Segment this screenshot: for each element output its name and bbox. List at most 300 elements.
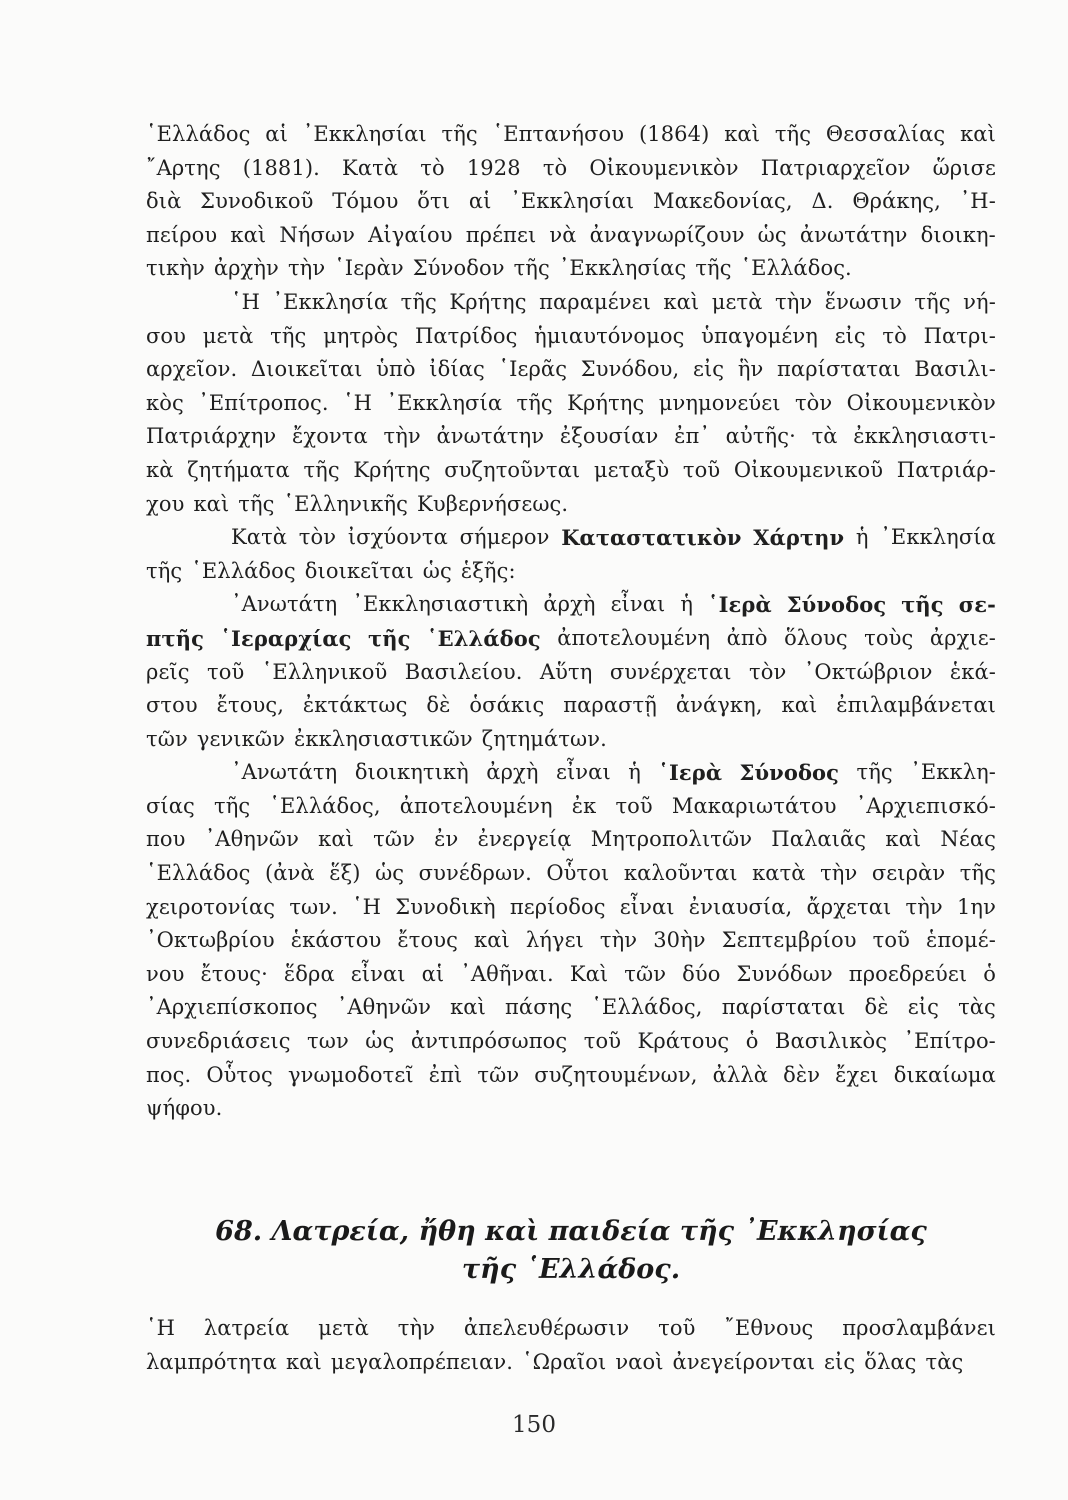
- word: Συνόδων: [736, 961, 833, 986]
- word: νὰ: [549, 222, 577, 247]
- word: Οὗτοι: [546, 861, 610, 886]
- word: τῆς: [441, 122, 478, 146]
- word: ῾Ελλάδος,: [269, 793, 381, 818]
- word: ῾Ωραῖοι: [522, 1349, 607, 1374]
- word: τῆς: [516, 390, 553, 415]
- word: Καὶ: [569, 961, 609, 986]
- main-text-block: [146, 118, 996, 1126]
- word: τὴν: [397, 1316, 435, 1340]
- word: ἀπὸ: [726, 625, 768, 650]
- word: τῆς: [856, 760, 893, 785]
- word: ἀνάγκη,: [675, 693, 763, 718]
- word: τῆς: [270, 323, 307, 348]
- word: διὰ: [146, 189, 182, 214]
- word: ἡμιαυτόνομος: [534, 323, 685, 348]
- word: Κατὰ: [342, 155, 399, 180]
- text-line: [146, 118, 996, 152]
- word: ἀρχὴ: [543, 592, 596, 617]
- word: καλοῦνται: [623, 861, 738, 886]
- word: Παλαιᾶς: [771, 827, 867, 852]
- word: τὴν: [775, 289, 813, 314]
- word: ᾿Αθῆναι.: [460, 961, 554, 986]
- text-line: [146, 252, 996, 286]
- word: καὶ: [885, 827, 922, 852]
- word: ἡ: [680, 592, 694, 617]
- text-line: [146, 689, 996, 723]
- word: σίας: [146, 793, 195, 818]
- word: ῾Η: [231, 289, 261, 314]
- word: Πατρίδος: [414, 323, 518, 348]
- word: παρίσταται: [777, 357, 901, 382]
- word: ἔτους: [397, 928, 458, 953]
- word: τῆς: [914, 289, 951, 314]
- word: ᾿Εκκλησία: [386, 390, 503, 415]
- word: καὶ: [193, 491, 230, 516]
- text-line: [146, 891, 996, 925]
- word: τὰς: [958, 995, 996, 1020]
- word: ῾Ελλάδος.: [740, 256, 852, 281]
- word: καὶ: [285, 1349, 322, 1374]
- bold-word: ῾Ιεραρχίας: [220, 625, 352, 651]
- word: των: [307, 1029, 349, 1054]
- word: ῾Επτανήσου: [492, 122, 625, 146]
- word: Αἰγαίου: [368, 222, 453, 247]
- word: ἐκ: [571, 793, 597, 818]
- word: Νέας: [940, 827, 996, 852]
- word: ἀλλὰ: [712, 1062, 769, 1087]
- word: αἱ: [468, 189, 492, 214]
- word: Πατριάρχην: [146, 424, 277, 449]
- word: ἀνωτάτην: [799, 222, 908, 247]
- text-line: [146, 924, 996, 958]
- word: ἄρχεται: [806, 894, 892, 919]
- word: τοὺς: [864, 625, 914, 650]
- word: ζητήματα: [187, 457, 290, 482]
- text-line: [146, 756, 996, 790]
- word: (1864): [638, 122, 710, 146]
- word: ἑκά-: [949, 659, 996, 684]
- word: τῆς: [959, 861, 996, 886]
- word: παραστῇ: [563, 693, 657, 718]
- word: Συνοδικοῦ: [200, 189, 314, 214]
- word: ἐπ᾿: [674, 424, 710, 449]
- page-number: 150: [512, 1412, 556, 1438]
- text-line: [146, 521, 996, 555]
- word: ὁσάκις: [469, 693, 545, 718]
- word: εἰς: [907, 995, 939, 1020]
- word: τικὴν: [146, 256, 205, 281]
- word: αρχεῖον.: [146, 357, 238, 382]
- word: ὡς: [757, 222, 787, 247]
- word: δὲ: [426, 693, 451, 718]
- word: τῶν: [373, 827, 415, 852]
- text-line: [146, 823, 996, 857]
- word: προεδρεύει: [848, 961, 968, 986]
- word: τῆς: [513, 256, 550, 281]
- word: ἡ: [628, 760, 641, 785]
- word: ἐκτάκτως: [302, 693, 408, 718]
- word: εἰς: [824, 1349, 856, 1374]
- word: ῾Ελληνικοῦ: [261, 659, 388, 684]
- text-line: [146, 1312, 996, 1346]
- word: κὰ: [146, 457, 174, 482]
- text-line: [146, 286, 996, 320]
- text-line: [146, 991, 996, 1025]
- text-line: [146, 1092, 996, 1126]
- word: συνεδριάσεις: [146, 1029, 291, 1054]
- word: ἀντιπρόσωπος: [410, 1029, 568, 1054]
- word: τὰ: [811, 424, 838, 449]
- after-heading-text-block: [146, 1312, 996, 1379]
- word: διοικεῖται: [304, 558, 414, 583]
- word: ἀρχὴ: [486, 760, 539, 785]
- bold-word: σε-: [958, 592, 996, 618]
- word: ῾Η: [343, 390, 373, 415]
- word: εἶναι: [555, 760, 611, 785]
- word: ἕδρα: [283, 961, 335, 986]
- bold-word: Χάρτην: [753, 525, 845, 551]
- word: Σύνοδον: [412, 256, 505, 281]
- word: τῆς: [303, 457, 340, 482]
- word: ὡς: [375, 861, 405, 886]
- word: γενικῶν: [196, 726, 285, 751]
- word: τῆς: [238, 491, 275, 516]
- word: ἔτους·: [200, 961, 268, 986]
- word: 30ὴν: [653, 928, 706, 953]
- bold-word: τῆς: [901, 592, 944, 618]
- word: ᾿Επίτροπος.: [198, 390, 329, 415]
- word: (1881).: [242, 155, 320, 180]
- word: ἕξ): [329, 861, 361, 886]
- word: μετὰ: [202, 323, 254, 348]
- word: τὴν: [599, 928, 638, 953]
- word: ἐν: [434, 827, 459, 852]
- word: Κράτους: [637, 1029, 730, 1054]
- text-line: [146, 219, 996, 253]
- word: δύο: [682, 961, 721, 986]
- word: ᾿Οκτωβρίου: [146, 928, 275, 953]
- word: ᾿Αθηνῶν: [336, 995, 431, 1020]
- section-heading-line-1: 68. Λατρεία, ἤθη καὶ παιδεία τῆς ᾿Εκκλησίας: [215, 1216, 927, 1247]
- word: Κρήτης: [449, 289, 527, 314]
- word: καὶ: [473, 928, 510, 953]
- text-line: [146, 152, 996, 186]
- word: ἰδίας: [429, 357, 485, 382]
- word: αἱ: [265, 122, 288, 146]
- word: γνωμοδοτεῖ: [287, 1062, 414, 1087]
- word: ἀναγνωρίζουν: [589, 222, 745, 247]
- bold-word: ῾Ιερὰ: [708, 592, 772, 618]
- word: τὴν: [820, 861, 858, 886]
- word: ἐκκλησιαστικῶν: [293, 726, 473, 751]
- word: ᾿Εκκλησία: [272, 289, 389, 314]
- word: ἑπομέ-: [925, 928, 996, 953]
- word: ᾿Αθηνῶν: [204, 827, 299, 852]
- word: ᾿Αρχιεπισκό-: [855, 793, 996, 818]
- word: κὸς: [146, 390, 184, 415]
- word: ἀρχιε-: [929, 625, 996, 650]
- word: ὅλους: [784, 625, 848, 650]
- word: ῾Ελλάδος: [146, 861, 251, 886]
- word: ὁ: [745, 1029, 759, 1054]
- word: τῆς: [214, 793, 251, 818]
- word: Μακεδονίας,: [653, 189, 793, 214]
- word: Συνόδου,: [580, 357, 680, 382]
- word: Πατριαρχεῖον: [760, 155, 911, 180]
- word: τοῦ: [872, 928, 910, 953]
- word: τὸν: [298, 525, 337, 550]
- word: ἕνωσιν: [824, 289, 902, 314]
- word: Αὕτη: [539, 659, 593, 684]
- word: αὐτῆς·: [725, 424, 796, 449]
- word: πάσης: [505, 995, 573, 1020]
- word: ἐπὶ: [428, 1062, 463, 1087]
- word: δὲν: [783, 1062, 821, 1087]
- word: τοῦ: [615, 793, 653, 818]
- word: τὸ: [420, 155, 445, 180]
- word: χου: [146, 491, 185, 516]
- word: καὶ: [230, 222, 267, 247]
- word: τῶν: [624, 961, 667, 986]
- word: τοῦ: [583, 1029, 622, 1054]
- word: στου: [146, 693, 198, 718]
- word: μετὰ: [318, 1316, 369, 1340]
- word: Μακαριωτάτου: [671, 793, 837, 818]
- word: λήγει: [525, 928, 584, 953]
- word: Θράκης,: [852, 189, 941, 214]
- word: ἀρχὴν: [213, 256, 279, 281]
- word: παραμένει: [539, 289, 651, 314]
- word: ἀπελευθέρωσιν: [463, 1316, 630, 1340]
- word: ἐνεργείᾳ: [477, 827, 572, 852]
- word: Οἰκουμενικὸν: [846, 390, 996, 415]
- word: Πατρι-: [923, 323, 996, 348]
- word: κατὰ: [752, 861, 806, 886]
- word: σειρὰν: [871, 861, 946, 886]
- word: ζητημάτων.: [481, 726, 607, 751]
- word: ῾Η: [146, 1316, 176, 1340]
- word: Βασιλι-: [914, 357, 996, 382]
- word: ᾿Η-: [959, 189, 996, 214]
- text-line: [146, 185, 996, 219]
- word: σήμερον: [459, 525, 550, 550]
- word: (ἀνὰ: [264, 861, 315, 886]
- word: ῾Ιερὰν: [334, 256, 404, 281]
- word: ἔτους,: [216, 693, 284, 718]
- word: πος.: [146, 1062, 192, 1087]
- word: ἰσχύοντα: [347, 525, 448, 550]
- word: ἐνιαυσία,: [688, 894, 793, 919]
- word: ἀνωτάτην: [436, 424, 545, 449]
- word: εἰς: [834, 323, 866, 348]
- word: μητρὸς: [323, 323, 399, 348]
- word: ῾Ελλάδος,: [591, 995, 703, 1020]
- word: ὅλας: [864, 1349, 917, 1374]
- text-line: [146, 723, 996, 757]
- bold-word: Καταστατικὸν: [561, 525, 742, 551]
- word: μετὰ: [711, 289, 763, 314]
- word: τὸ: [882, 323, 907, 348]
- word: εἰς: [692, 357, 725, 382]
- word: Νήσων: [279, 222, 356, 247]
- word: ἐκκλησιαστι-: [853, 424, 996, 449]
- word: ἑκάστου: [290, 928, 382, 953]
- word: λαμπρότητα: [146, 1349, 277, 1374]
- word: εἶναι: [610, 592, 666, 617]
- word: συνέδρων.: [418, 861, 532, 886]
- word: ἐπιλαμβάνεται: [836, 693, 996, 718]
- text-line: [146, 420, 996, 454]
- word: καὶ: [318, 827, 354, 852]
- word: λατρεία: [203, 1316, 290, 1340]
- word: τῶν: [477, 1062, 520, 1087]
- word: ὡς: [422, 558, 452, 583]
- word: ἀνεγείρονται: [672, 1349, 816, 1374]
- word: Κυβερνήσεως.: [417, 491, 569, 516]
- word: Δ.: [811, 189, 834, 214]
- word: Διοικεῖται: [250, 357, 363, 382]
- text-line: [146, 1025, 996, 1059]
- word: 1ην: [956, 894, 996, 919]
- word: ᾿Αρχιεπίσκοπος: [146, 995, 318, 1020]
- word: ᾿Ανωτάτη: [231, 760, 338, 785]
- word: μεγαλοπρέπειαν.: [330, 1349, 514, 1374]
- text-line: [146, 555, 996, 589]
- word: Οἰκουμενικοῦ: [733, 457, 884, 482]
- word: Πατριάρ-: [896, 457, 996, 482]
- word: μνημονεύει: [658, 390, 781, 415]
- word: τοῦ: [682, 457, 721, 482]
- word: τὴν: [383, 424, 421, 449]
- word: ῎Αρτης: [146, 155, 221, 180]
- word: ῾Η: [352, 894, 382, 919]
- word: σου: [146, 323, 187, 348]
- word: αἱ: [421, 961, 445, 986]
- text-line: [146, 320, 996, 354]
- word: τῆς: [400, 289, 437, 314]
- word: των.: [289, 894, 338, 919]
- word: τοῦ: [207, 659, 245, 684]
- bold-word: πτῆς: [146, 625, 204, 651]
- word: παρίσταται: [721, 995, 846, 1020]
- word: διοικη-: [920, 222, 996, 247]
- word: ᾿Εκκλησία: [880, 525, 996, 550]
- word: τῶν: [146, 726, 188, 751]
- text-line: [146, 1346, 996, 1380]
- word: τοῦ: [658, 1316, 696, 1340]
- word: ἑξῆς:: [460, 558, 516, 583]
- bold-word: Σύνοδος: [786, 592, 887, 618]
- text-line: [146, 656, 996, 690]
- word: Θεσσαλίας: [825, 122, 946, 146]
- word: προσλαμβάνει: [842, 1316, 996, 1340]
- word: ᾿Εκκλησίαι: [510, 189, 635, 214]
- text-line: [146, 622, 996, 656]
- word: Κρήτης: [567, 390, 645, 415]
- word: ἣν: [737, 357, 764, 382]
- word: τὸ: [542, 155, 568, 180]
- word: ῾Ιερᾶς: [498, 357, 568, 382]
- word: συνέρχεται: [609, 659, 732, 684]
- word: δικαίωμα: [893, 1062, 996, 1087]
- word: μεταξὺ: [593, 457, 670, 482]
- word: Συνοδικὴ: [395, 894, 496, 919]
- word: ὁ: [983, 961, 996, 986]
- word: ᾿Εκκλησίας: [558, 256, 687, 281]
- word: ᾿Επίτρο-: [903, 1029, 996, 1054]
- word: τῆς: [146, 558, 183, 583]
- word: ρεῖς: [146, 659, 190, 684]
- bold-word: Σύνοδος: [739, 760, 840, 786]
- word: εἶναι: [350, 961, 406, 986]
- word: τῆς: [774, 122, 812, 146]
- word: χειροτονίας: [146, 894, 276, 919]
- word: ὑπὸ: [376, 357, 416, 382]
- word: Βασιλικὸς: [774, 1029, 888, 1054]
- word: τὴν: [905, 894, 943, 919]
- word: καὶ: [960, 122, 996, 146]
- word: καὶ: [781, 693, 818, 718]
- word: ῾Ελλάδος: [146, 122, 251, 146]
- word: ὡς: [365, 1029, 395, 1054]
- word: ἀποτελουμένη: [399, 793, 553, 818]
- word: τὴν: [287, 256, 326, 281]
- word: ᾿Ανωτάτη: [231, 592, 338, 617]
- word: διοικητικὴ: [354, 760, 469, 785]
- word: ῾Ελλάδος: [191, 558, 296, 583]
- word: εἶναι: [619, 894, 675, 919]
- bold-word: τῆς: [368, 625, 411, 651]
- word: πείρου: [146, 222, 218, 247]
- word: Κατὰ: [231, 525, 288, 550]
- word: συζητουμένων,: [534, 1062, 698, 1087]
- word: ἔχει: [835, 1062, 879, 1087]
- word: ῾Ελληνικῆς: [283, 491, 409, 516]
- word: Οὗτος: [206, 1062, 273, 1087]
- word: ᾿Οκτώβριον: [803, 659, 933, 684]
- text-line: [146, 958, 996, 992]
- word: τῆς: [695, 256, 732, 281]
- word: ἀποτελουμένη: [557, 625, 711, 650]
- section-heading-line-2: τῆς ῾Ελλάδος.: [461, 1254, 681, 1285]
- text-line: [146, 1059, 996, 1093]
- word: ᾿Εκκλη-: [910, 760, 996, 785]
- bold-word: ῾Ιερὰ: [658, 760, 723, 786]
- word: ᾿Εκκλησιαστικὴ: [352, 592, 529, 617]
- word: πρέπει: [465, 222, 537, 247]
- word: δὲ: [864, 995, 889, 1020]
- word: ὥρισε: [932, 155, 996, 180]
- word: ὑπαγομένη: [701, 323, 818, 348]
- word: ψήφου.: [146, 1096, 223, 1121]
- word: Σεπτεμβρίου: [721, 928, 857, 953]
- word: νή-: [963, 289, 996, 314]
- bold-word: ῾Ελλάδος: [427, 625, 541, 651]
- word: καὶ: [724, 122, 761, 146]
- word: νου: [146, 961, 185, 986]
- text-line: [146, 488, 996, 522]
- text-line: [146, 588, 996, 622]
- word: συζητοῦνται: [444, 457, 581, 482]
- word: ναοὶ: [615, 1349, 664, 1374]
- word: ἡ: [855, 525, 869, 550]
- word: Οἰκουμενικὸν: [589, 155, 739, 180]
- word: τὸν: [794, 390, 833, 415]
- word: Βασιλείου.: [404, 659, 523, 684]
- word: Τόμου: [332, 189, 399, 214]
- word: ᾿Εκκλησίαι: [302, 122, 427, 146]
- word: τὸν: [749, 659, 787, 684]
